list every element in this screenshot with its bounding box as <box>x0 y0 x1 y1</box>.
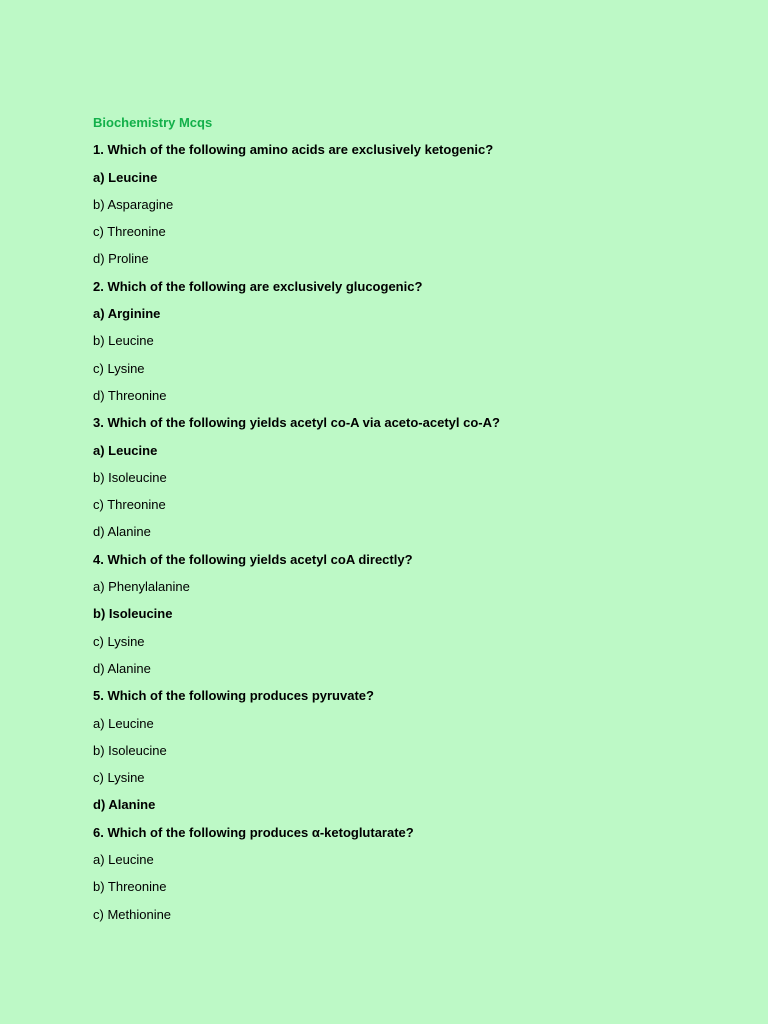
option-b: b) Isoleucine <box>93 742 167 758</box>
option-d: d) Alanine <box>93 524 151 540</box>
option-b-correct: b) Isoleucine <box>93 606 173 622</box>
option-d: d) Threonine <box>93 387 167 403</box>
option-a: a) Leucine <box>93 715 154 731</box>
question-block-1 <box>93 140 713 269</box>
option-c: c) Lysine <box>93 770 145 786</box>
question-text: 6. Which of the following produces α-ketoglutarate? <box>93 824 414 840</box>
question-block-3 <box>93 413 713 542</box>
option-b: b) Leucine <box>93 333 154 349</box>
option-b: b) Isoleucine <box>93 469 167 485</box>
option-a-correct: a) Arginine <box>93 306 161 322</box>
option-d: d) Proline <box>93 251 149 267</box>
option-a-correct: a) Leucine <box>93 442 158 458</box>
option-c: c) Lysine <box>93 633 145 649</box>
option-a: a) Phenylalanine <box>93 579 190 595</box>
question-text: 3. Which of the following yields acetyl co-A via aceto-acetyl co-A? <box>93 415 500 431</box>
question-text: 4. Which of the following yields acetyl coA directly? <box>93 551 413 567</box>
question-block-5 <box>93 686 713 815</box>
option-b: b) Asparagine <box>93 196 174 212</box>
option-d: d) Alanine <box>93 660 151 676</box>
option-c: c) Threonine <box>93 224 166 240</box>
option-a: a) Leucine <box>93 852 154 868</box>
question-block-2 <box>93 277 713 406</box>
document-content <box>93 113 713 932</box>
option-c: c) Methionine <box>93 906 172 922</box>
option-c: c) Lysine <box>93 360 145 376</box>
question-text: 5. Which of the following produces pyruvate? <box>93 688 374 704</box>
option-c: c) Threonine <box>93 497 166 513</box>
question-block-6 <box>93 823 713 925</box>
document-title: Biochemistry Mcqs <box>93 115 213 130</box>
option-d-correct: d) Alanine <box>93 797 156 813</box>
option-b: b) Threonine <box>93 879 167 895</box>
question-block-4 <box>93 550 713 679</box>
option-a-correct: a) Leucine <box>93 169 158 185</box>
question-text: 1. Which of the following amino acids are exclusively ketogenic? <box>93 142 494 158</box>
question-text: 2. Which of the following are exclusively glucogenic? <box>93 278 423 294</box>
